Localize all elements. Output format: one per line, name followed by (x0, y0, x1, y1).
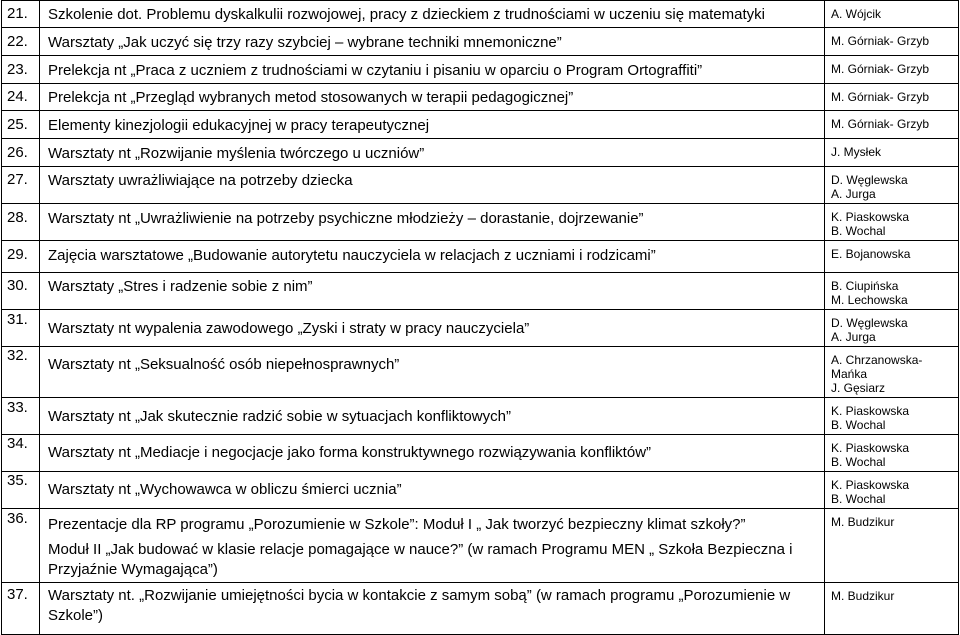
table-body (2, 1, 959, 635)
topic-text: Warsztaty „Stres i radzenie sobie z nim” (48, 278, 313, 295)
topic-cell (40, 56, 825, 84)
topic-cell (40, 28, 825, 56)
row-number: 32. (2, 347, 40, 398)
author-cell (825, 310, 959, 347)
table-row (2, 204, 959, 241)
author-name: B. Wochal (831, 455, 886, 469)
topic-cell (40, 509, 825, 583)
topic-cell (40, 435, 825, 472)
topic-text: Warsztaty nt „Uwrażliwienie na potrzeby psychiczne młodzieży – dorastanie, dojrzewanie” (48, 210, 644, 227)
author-name: K. Piaskowska (831, 404, 910, 418)
topic-cell (40, 583, 825, 635)
author-name: M. Górniak- Grzyb (831, 117, 930, 131)
row-number: 27. (2, 167, 40, 204)
topic-cell (40, 167, 825, 204)
row-number: 35. (2, 472, 40, 509)
topic-text: Warsztaty nt „Seksualność osób niepełnosprawnych” (48, 356, 400, 373)
author-cell (825, 347, 959, 398)
table-row (2, 347, 959, 398)
row-number: 36. (2, 509, 40, 583)
table-row (2, 241, 959, 273)
row-number: 22. (2, 28, 40, 56)
author-cell (825, 273, 959, 310)
author-name: K. Piaskowska (831, 210, 910, 224)
author-name: K. Piaskowska (831, 478, 910, 492)
author-cell (825, 583, 959, 635)
author-name: B. Ciupińska (831, 279, 899, 293)
row-number: 28. (2, 204, 40, 241)
row-number: 30. (2, 273, 40, 310)
author-name: B. Wochal (831, 492, 886, 506)
row-number: 31. (2, 310, 40, 347)
author-name: M. Górniak- Grzyb (831, 34, 930, 48)
topic-cell (40, 241, 825, 273)
table-row (2, 167, 959, 204)
table-row (2, 84, 959, 111)
topic-text: Warsztaty „Jak uczyć się trzy razy szybciej – wybrane techniki mnemoniczne” (48, 34, 562, 51)
topic-text: Warsztaty nt. „Rozwijanie umiejętności bycia w kontakcie z samym sobą” (w ramach programu „Porozumienie w Szkole”) (48, 587, 791, 624)
author-name: M. Górniak- Grzyb (831, 62, 930, 76)
table-row (2, 435, 959, 472)
training-table (1, 0, 959, 635)
table-row (2, 139, 959, 167)
author-name: D. Węglewska (831, 173, 908, 187)
topic-text: Warsztaty uwrażliwiające na potrzeby dziecka (48, 172, 353, 189)
table-row (2, 583, 959, 635)
topic-cell (40, 84, 825, 111)
topic-text: Elementy kinezjologii edukacyjnej w pracy terapeutycznej (48, 117, 430, 134)
author-cell (825, 472, 959, 509)
topic-cell (40, 111, 825, 139)
author-cell (825, 509, 959, 583)
author-cell (825, 204, 959, 241)
topic-cell (40, 139, 825, 167)
author-name: D. Węglewska (831, 316, 908, 330)
topic-text: Prezentacje dla RP programu „Porozumienie w Szkole”: Moduł I „ Jak tworzyć bezpieczny klimat szkoły?” (48, 516, 746, 533)
author-cell (825, 56, 959, 84)
author-name: A. Jurga (831, 330, 876, 344)
author-name: B. Wochal (831, 224, 886, 238)
topic-cell (40, 347, 825, 398)
author-name: K. Piaskowska (831, 441, 910, 455)
row-number: 34. (2, 435, 40, 472)
table-row (2, 28, 959, 56)
author-name: M. Lechowska (831, 293, 908, 307)
author-cell (825, 241, 959, 273)
topic-text: Warsztaty nt wypalenia zawodowego „Zyski i straty w pracy nauczyciela” (48, 320, 530, 337)
author-cell (825, 28, 959, 56)
author-cell (825, 398, 959, 435)
table-row (2, 273, 959, 310)
author-cell (825, 167, 959, 204)
topic-text: Szkolenie dot. Problemu dyskalkulii rozwojowej, pracy z dzieckiem z trudnościami w uczeniu się matematyki (48, 6, 765, 23)
author-name: M. Górniak- Grzyb (831, 90, 930, 104)
row-number: 37. (2, 583, 40, 635)
row-number: 29. (2, 241, 40, 273)
author-name: J. Gęsiarz (831, 381, 886, 395)
table-row (2, 56, 959, 84)
topic-cell (40, 273, 825, 310)
author-name: A. Jurga (831, 187, 876, 201)
row-number: 33. (2, 398, 40, 435)
topic-text: Warsztaty nt „Mediacje i negocjacje jako forma konstruktywnego rozwiązywania konfliktów” (48, 444, 652, 461)
table-row (2, 472, 959, 509)
author-cell (825, 1, 959, 28)
topic-text: Moduł II „Jak budować w klasie relacje pomagające w nauce?” (w ramach Programu MEN „ Szkoła Bezpieczna i Przyjaźnie Wymagająca”) (48, 541, 793, 578)
author-name: A. Wójcik (831, 7, 882, 21)
topic-cell (40, 472, 825, 509)
row-number: 26. (2, 139, 40, 167)
author-cell (825, 84, 959, 111)
topic-text: Warsztaty nt „Rozwijanie myślenia twórczego u uczniów” (48, 145, 425, 162)
topic-cell (40, 204, 825, 241)
author-name: M. Budzikur (831, 515, 895, 529)
author-cell (825, 139, 959, 167)
row-number: 21. (2, 1, 40, 28)
author-cell (825, 435, 959, 472)
topic-text: Prelekcja nt „Praca z uczniem z trudnościami w czytaniu i pisaniu w oparciu o Program Ortograffiti” (48, 62, 703, 79)
author-name: J. Mysłek (831, 145, 882, 159)
table-row (2, 398, 959, 435)
row-number: 23. (2, 56, 40, 84)
row-number: 24. (2, 84, 40, 111)
author-name: A. Chrzanowska-Mańka (831, 353, 923, 381)
topic-text: Prelekcja nt „Przegląd wybranych metod stosowanych w terapii pedagogicznej” (48, 89, 574, 106)
table-row (2, 509, 959, 583)
topic-text: Warsztaty nt „Jak skutecznie radzić sobie w sytuacjach konfliktowych” (48, 408, 511, 425)
row-number: 25. (2, 111, 40, 139)
table-row (2, 111, 959, 139)
topic-text: Warsztaty nt „Wychowawca w obliczu śmierci ucznia” (48, 481, 402, 498)
topic-cell (40, 1, 825, 28)
topic-cell (40, 398, 825, 435)
author-name: E. Bojanowska (831, 247, 911, 261)
topic-text: Zajęcia warsztatowe „Budowanie autorytetu nauczyciela w relacjach z uczniami i rodzicami” (48, 247, 656, 264)
topic-cell (40, 310, 825, 347)
author-name: M. Budzikur (831, 589, 895, 603)
author-cell (825, 111, 959, 139)
table-row (2, 310, 959, 347)
table-row (2, 1, 959, 28)
author-name: B. Wochal (831, 418, 886, 432)
